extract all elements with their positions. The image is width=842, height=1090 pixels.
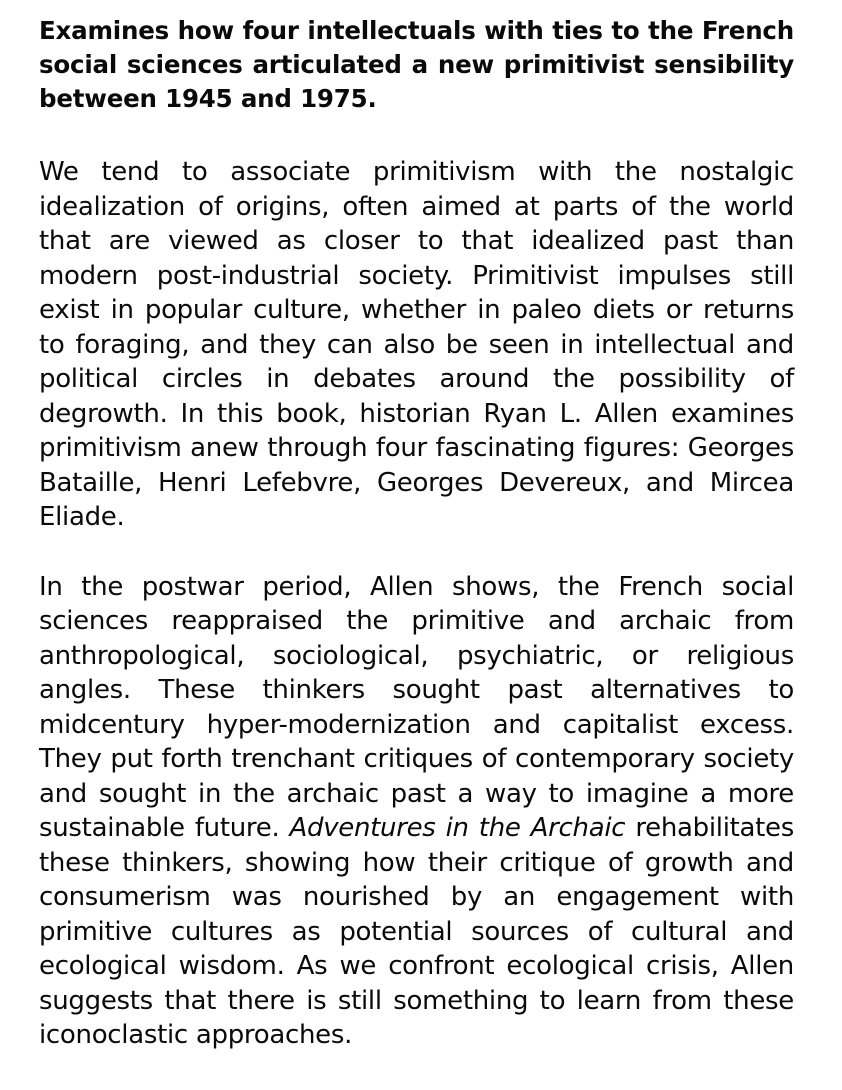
- description-paragraph-1: We tend to associate primitivism with the nostalgic idealization of origins, often aimed at parts of the world that are viewed as closer to that idealized past than modern post-industrial society. Primitivist impulses still exist in popular culture, whether in paleo diets or returns to foraging, and they can also be seen in intellectual and political circles in debates around the possibility of degrowth. In this book, historian Ryan L. Allen examines primitivism anew through four fascinating figures: Georges Bataille, Henri Lefebvre, Georges Devereux, and Mircea Eliade.: [39, 157, 794, 532]
- description-paragraph-2: [39, 570, 794, 1053]
- book-description: [39, 14, 794, 1053]
- paragraph-2-text-end: rehabilitates these thinkers, showing how their critique of growth and consumerism was nourished by an engagement with primitive cultures as potential sources of cultural and ecological wisdom. As we confront ecological crisis, Allen suggests that there is still something to learn from these iconoclastic approaches.: [39, 813, 794, 1050]
- book-title-reference: Adventures in the Archaic: [289, 813, 626, 843]
- paragraph-2-text-start: In the postwar period, Allen shows, the French social sciences reappraised the primitive and archaic from anthropological, sociological, psychiatric, or religious angles. These thinkers sought past alternatives to midcentury hyper-modernization and capitalist excess. They put forth trenchant critiques of contemporary society and sought in the archaic past a way to imagine a more sustainable future.: [39, 571, 794, 843]
- lead-summary: Examines how four intellectuals with ties to the French social sciences articulated a new primitivist sensibility between 1945 and 1975.: [39, 16, 794, 113]
